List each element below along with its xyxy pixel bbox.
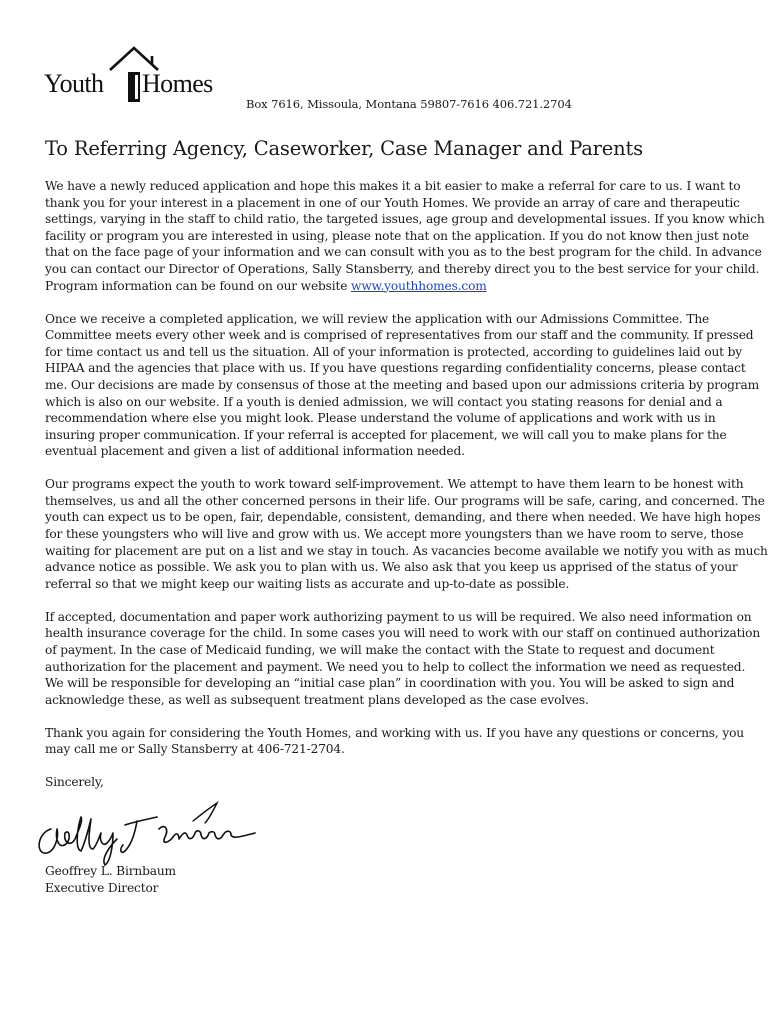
letter-body <box>45 178 768 896</box>
text-line: settings, varying in the staff to child ratio, the targeted issues, age group and developmental issues. If you know which <box>45 212 765 227</box>
text-line: eventual placement and given a list of additional information needed. <box>45 444 465 459</box>
letter-title: To Referring Agency, Caseworker, Case Manager and Parents <box>45 137 643 160</box>
text-line: you can contact our Director of Operations, Sally Stansberry, and thereby direct you to the best service for your child. <box>45 261 760 276</box>
text-line: youth can expect us to be open, fair, dependable, consistent, demanding, and there when needed. We have high hopes <box>45 510 761 525</box>
text-line: acknowledge these, as well as subsequent treatment plans developed as the case evolves. <box>45 692 589 707</box>
text-line: for these youngsters who will live and grow with us. We accept more youngsters than we have room to serve, those <box>45 527 744 542</box>
paragraph-2 <box>45 311 765 460</box>
closing-salutation: Sincerely, <box>45 775 104 790</box>
text-line: which is also on our website. If a youth is denied admission, we will contact you stating reasons for denial and a <box>45 394 723 409</box>
house-door-icon <box>128 72 140 102</box>
text-line <box>45 278 765 295</box>
text-line: HIPAA and the agencies that place with us. If you have questions regarding confidentiality concerns, please contact <box>45 361 746 376</box>
text-line: Thank you again for considering the Youth Homes, and working with us. If you have any questions or concerns, you <box>45 725 744 740</box>
letterhead-address: Box 7616, Missoula, Montana 59807-7616 406.721.2704 <box>246 97 572 111</box>
text-line: authorization for the placement and payment. We need you to help to collect the information we need as requested. <box>45 659 746 674</box>
text-line: recommendation where else you might look. Please understand the volume of applications and work with us in <box>45 411 716 426</box>
logo-text-homes: Homes <box>142 69 213 98</box>
text-line: me. Our decisions are made by consensus of those at the meeting and based upon our admissions criteria by program <box>45 377 759 392</box>
signature-block <box>45 799 345 863</box>
text-line: of payment. In the case of Medicaid funding, we will make the contact with the State to request and document <box>45 643 715 658</box>
logo-text-youth: Youth <box>44 69 104 98</box>
text-line: themselves, us and all the other concerned persons in their life. Our programs will be safe, caring, and concerned. The <box>45 493 765 508</box>
website-prefix: Program information can be found on our website <box>45 278 352 293</box>
handwritten-signature <box>33 799 263 869</box>
text-line: We will be responsible for developing an “initial case plan” in coordination with you. You will be asked to sign and <box>45 676 735 691</box>
text-line: facility or program you are interested in using, please note that on the application. If you do not know then just note <box>45 228 749 243</box>
text-line: that on the face page of your information and we can consult with you as to the best program for the child. In advance <box>45 245 762 260</box>
text-line: If accepted, documentation and paper work authorizing payment to us will be required. We also need information on <box>45 609 752 624</box>
signer-name: Geoffrey L. Birnbaum <box>45 863 176 878</box>
text-line: Committee meets every other week and is comprised of representatives from our staff and the community. If pressed <box>45 328 754 343</box>
text-line: Our programs expect the youth to work toward self-improvement. We attempt to have them learn to be honest with <box>45 477 744 492</box>
text-line: thank you for your interest in a placement in one of our Youth Homes. We provide an array of care and therapeutic <box>45 195 740 210</box>
text-line: health insurance coverage for the child. In some cases you will need to work with our staff on continued authorization <box>45 626 761 641</box>
youth-homes-logo <box>44 46 224 106</box>
text-line: waiting for placement are put on a list and we stay in touch. As vacancies become available we notify you with as much <box>45 543 768 558</box>
signer-title: Executive Director <box>45 880 159 895</box>
text-line: advance notice as possible. We ask you to plan with us. We also ask that you keep us apprised of the status of your <box>45 560 738 575</box>
text-line: Once we receive a completed application, we will review the application with our Admissions Committee. The <box>45 311 710 326</box>
text-line: for time contact us and tell us the situation. All of your information is protected, according to guidelines laid out by <box>45 344 743 359</box>
text-line: referral so that we might keep our waiting lists as accurate and up-to-date as possible. <box>45 576 570 591</box>
text-line: may call me or Sally Stansberry at 406-721-2704. <box>45 742 345 757</box>
paragraph-5 <box>45 725 765 758</box>
text-line: We have a newly reduced application and hope this makes it a bit easier to make a referral for care to us. I want to <box>45 179 741 193</box>
paragraph-1 <box>45 178 765 294</box>
paragraph-3 <box>45 476 768 592</box>
website-link[interactable]: www.youthhomes.com <box>351 278 487 293</box>
paragraph-4 <box>45 609 765 709</box>
text-line: insuring proper communication. If your referral is accepted for placement, we will call you to make plans for the <box>45 427 727 442</box>
